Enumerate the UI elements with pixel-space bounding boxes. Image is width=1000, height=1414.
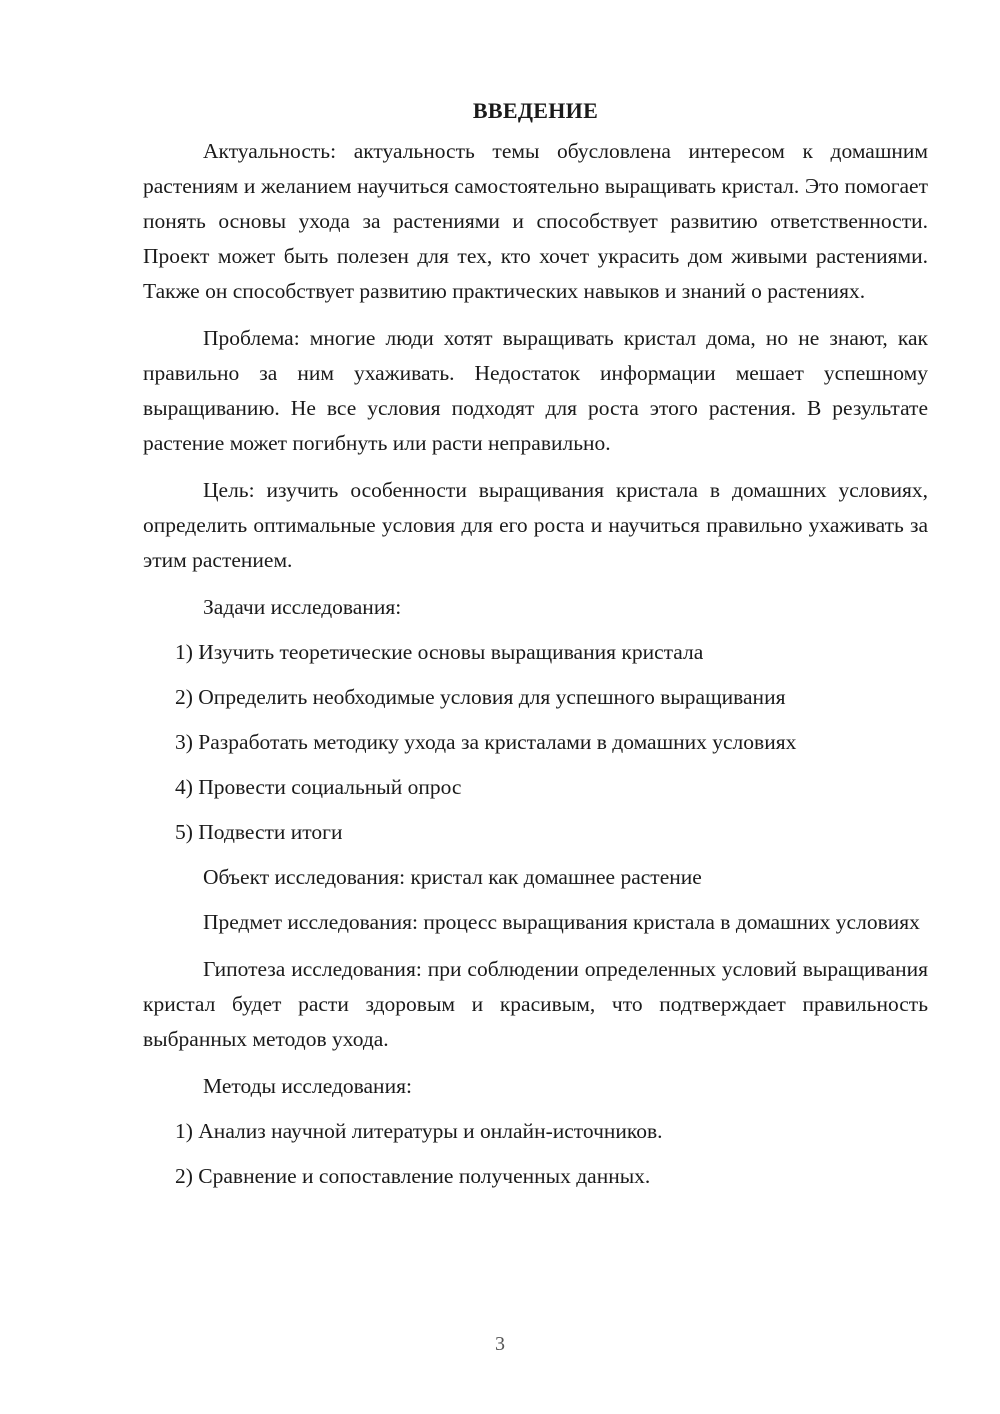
hypothesis-paragraph: Гипотеза исследования: при соблюдении определенных условий выращивания кристал будет расти здоровым и красивым, что подтверждает правильность выбранных методов ухода. <box>143 957 928 1051</box>
list-item: 4) Провести социальный опрос <box>175 775 462 799</box>
tasks-heading: Задачи исследования: <box>203 595 402 619</box>
page-title: ВВЕДЕНИЕ <box>472 98 599 123</box>
goal-paragraph: Цель: изучить особенности выращивания кристала в домашних условиях, определить оптимальные условия для его роста и научиться правильно ухаживать за этим растением. <box>143 478 928 572</box>
document-page <box>143 96 928 1204</box>
list-item: 2) Сравнение и сопоставление полученных данных. <box>175 1164 651 1188</box>
methods-heading: Методы исследования: <box>203 1074 412 1098</box>
methods-list <box>143 1114 928 1194</box>
object-line: Объект исследования: кристал как домашнее растение <box>203 865 702 889</box>
list-item: 2) Определить необходимые условия для успешного выращивания <box>175 685 786 709</box>
list-item: 1) Анализ научной литературы и онлайн-источников. <box>175 1119 663 1143</box>
subject-paragraph: Предмет исследования: процесс выращивания кристала в домашних условиях <box>203 910 920 934</box>
tasks-list <box>143 635 928 850</box>
relevance-paragraph: Актуальность: актуальность темы обусловлена интересом к домашним растениям и желанием научиться самостоятельно выращивать кристал. Это помогает понять основы ухода за растениями и способствует развитию ответственности. Проект может быть полезен для тех, кто хочет украсить дом живыми растениями. Также он способствует развитию практических навыков и знаний о растениях. <box>143 139 928 303</box>
list-item: 5) Подвести итоги <box>175 820 343 844</box>
page-number: 3 <box>495 1333 505 1355</box>
list-item: 1) Изучить теоретические основы выращивания кристала <box>175 640 704 664</box>
problem-paragraph: Проблема: многие люди хотят выращивать кристал дома, но не знают, как правильно за ним ухаживать. Недостаток информации мешает успешному выращиванию. Не все условия подходят для роста этого растения. В результате растение может погибнуть или расти неправильно. <box>143 326 928 455</box>
list-item: 3) Разработать методику ухода за кристалами в домашних условиях <box>175 730 797 754</box>
